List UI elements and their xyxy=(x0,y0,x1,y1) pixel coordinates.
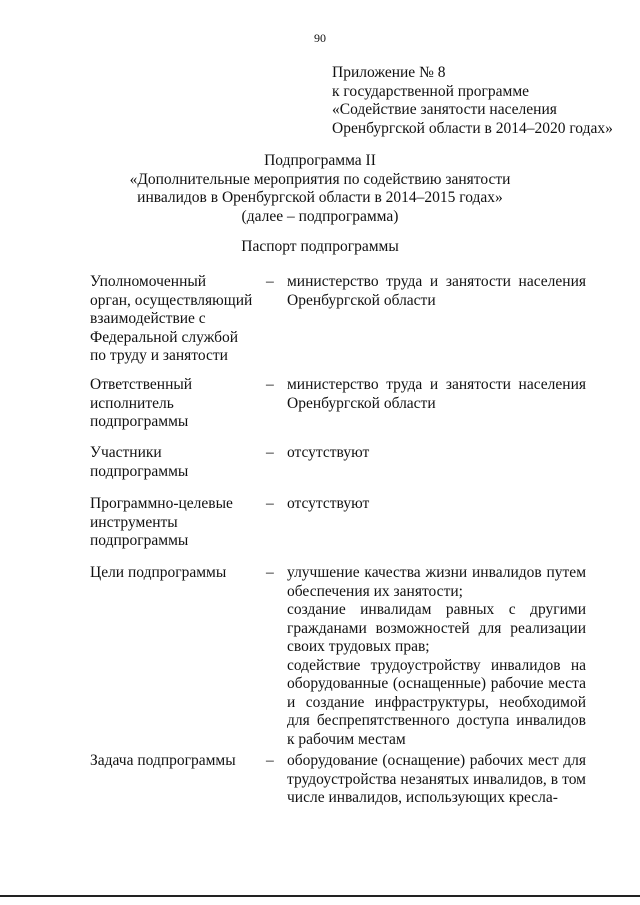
page-number: 90 xyxy=(314,31,326,45)
label-line: Программно-целевые xyxy=(90,495,233,512)
value-paragraph: отсутствуют xyxy=(287,495,370,512)
bottom-border-line xyxy=(0,895,640,897)
subprogram-title: Подпрограмма II xyxy=(264,152,376,169)
row-dash: – xyxy=(266,564,274,581)
row-value xyxy=(287,495,586,514)
label-line: Цели подпрограммы xyxy=(90,564,227,581)
value-paragraph: отсутствуют xyxy=(287,444,370,461)
passport-title: Паспорт подпрограммы xyxy=(241,238,399,255)
appendix-line: Приложение № 8 xyxy=(332,64,446,81)
label-line: Задача подпрограммы xyxy=(90,752,236,769)
subprogram-name-line: «Дополнительные мероприятия по содействию занятости xyxy=(129,170,511,188)
row-label xyxy=(90,564,262,583)
row-dash: – xyxy=(266,444,274,461)
label-line: взаимодействие с xyxy=(90,310,206,327)
subprogram-note: (далее – подпрограмма) xyxy=(241,207,399,225)
row-dash: – xyxy=(266,752,274,769)
value-paragraph: оборудование (оснащение) рабочих мест для трудоустройства незанятых инвалидов, в том числе инвалидов, использующих кресла- xyxy=(287,752,586,806)
label-line: по труду и занятости xyxy=(90,347,228,364)
appendix-line: к государственной программе xyxy=(332,82,530,100)
row-label xyxy=(90,495,262,551)
label-line: Федеральной службой xyxy=(90,328,239,346)
row-value xyxy=(287,444,586,463)
label-line: Участники xyxy=(90,444,162,461)
row-label xyxy=(90,273,262,366)
row-value xyxy=(287,376,586,413)
row-dash: – xyxy=(266,273,274,290)
value-paragraph: министерство труда и занятости населения Оренбургской области xyxy=(287,273,586,309)
value-paragraph: создание инвалидам равных с другими гражданами возможностей для реализации своих трудовых прав; xyxy=(287,601,586,655)
row-value xyxy=(287,752,586,808)
appendix-line: Оренбургской области в 2014–2020 годах» xyxy=(332,119,613,137)
label-line: подпрограммы xyxy=(90,413,189,430)
row-label xyxy=(90,376,262,432)
label-line: инструменты xyxy=(90,513,178,531)
label-line: орган, осуществляющий xyxy=(90,291,253,309)
row-value xyxy=(287,564,586,749)
label-line: подпрограммы xyxy=(90,462,189,480)
label-line: исполнитель xyxy=(90,394,174,412)
value-paragraph: улучшение качества жизни инвалидов путем обеспечения их занятости; xyxy=(287,564,586,600)
row-label xyxy=(90,444,262,481)
appendix-line: «Содействие занятости населения xyxy=(332,101,557,118)
row-dash: – xyxy=(266,376,274,393)
row-value xyxy=(287,273,586,310)
row-dash: – xyxy=(266,495,274,512)
value-paragraph: содействие трудоустройству инвалидов на оборудованные (оснащенные) рабочие места и создание инфраструктуры, необходимой для беспрепятственного доступа инвалидов к рабочим местам xyxy=(287,656,586,748)
label-line: Ответственный xyxy=(90,376,193,393)
subprogram-header xyxy=(0,152,640,226)
subprogram-name-line: инвалидов в Оренбургской области в 2014–2015 годах» xyxy=(137,189,503,206)
label-line: Уполномоченный xyxy=(90,273,207,290)
row-label xyxy=(90,752,262,771)
appendix-block xyxy=(332,64,613,138)
value-paragraph: министерство труда и занятости населения Оренбургской области xyxy=(287,376,586,412)
label-line: подпрограммы xyxy=(90,532,189,549)
